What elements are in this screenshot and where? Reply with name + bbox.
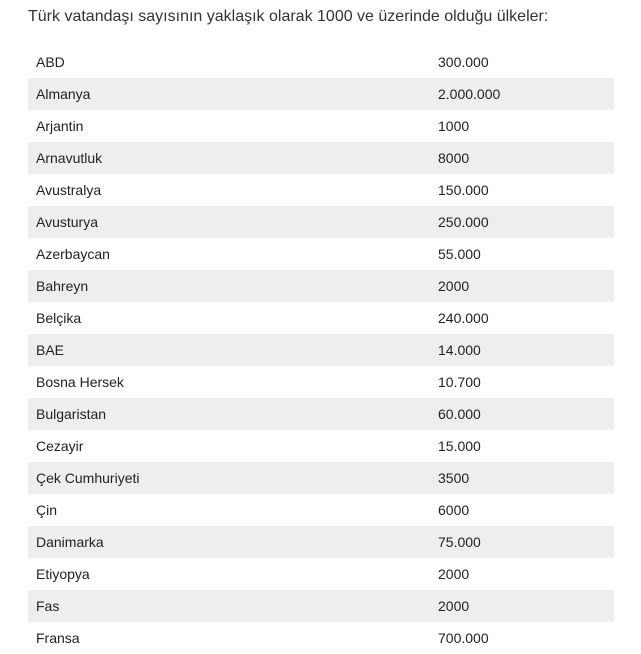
table-row: [28, 558, 614, 590]
table-row: [28, 270, 614, 302]
table-row: [28, 494, 614, 526]
table-row: [28, 142, 614, 174]
country-name-cell: ABD: [36, 54, 65, 70]
intro-text: Türk vatandaşı sayısının yaklaşık olarak 1000 ve üzerinde olduğu ülkeler:: [28, 8, 549, 25]
citizen-count-cell: 6000: [438, 502, 470, 518]
citizen-count-cell: 2.000.000: [438, 78, 614, 110]
table-row: [28, 622, 614, 654]
citizen-count-cell: 8000: [438, 142, 614, 174]
citizen-count-cell: 15.000: [438, 438, 481, 454]
citizen-count-cell: 2000: [438, 590, 614, 622]
country-name-cell: Bosna Hersek: [36, 374, 124, 390]
citizen-count-cell: 75.000: [438, 526, 614, 558]
table-row: [28, 238, 614, 270]
country-name-cell: Cezayir: [36, 438, 84, 454]
citizen-count-cell: 1000: [438, 118, 470, 134]
country-name-cell: Bahreyn: [28, 270, 438, 302]
table-row: [28, 430, 614, 462]
country-name-cell: Danimarka: [28, 526, 438, 558]
citizen-count-cell: 300.000: [438, 54, 489, 70]
country-name-cell: Çin: [36, 502, 58, 518]
table-row: [28, 462, 614, 494]
country-name-cell: Arjantin: [36, 118, 84, 134]
citizen-count-cell: 240.000: [438, 310, 489, 326]
country-name-cell: Fransa: [36, 630, 80, 646]
citizen-count-cell: 3500: [438, 462, 614, 494]
citizen-count-cell: 700.000: [438, 630, 489, 646]
table-row: [28, 366, 614, 398]
country-name-cell: Arnavutluk: [28, 142, 438, 174]
table-row: [28, 46, 614, 78]
citizen-count-cell: 55.000: [438, 246, 481, 262]
table-row: [28, 590, 614, 622]
citizen-count-cell: 150.000: [438, 182, 489, 198]
table-row: [28, 174, 614, 206]
table-body: [28, 46, 614, 654]
table-row: [28, 302, 614, 334]
country-population-table: [28, 46, 614, 654]
country-name-cell: Fas: [28, 590, 438, 622]
country-name-cell: Belçika: [36, 310, 82, 326]
country-name-cell: Bulgaristan: [28, 398, 438, 430]
country-name-cell: Avustralya: [36, 182, 102, 198]
country-name-cell: Etiyopya: [36, 566, 90, 582]
table-row: [28, 334, 614, 366]
country-name-cell: Azerbaycan: [36, 246, 110, 262]
table-row: [28, 110, 614, 142]
citizen-count-cell: 2000: [438, 270, 614, 302]
table-row: [28, 526, 614, 558]
citizen-count-cell: 250.000: [438, 206, 614, 238]
table-row: [28, 78, 614, 110]
country-name-cell: BAE: [28, 334, 438, 366]
country-name-cell: Avusturya: [28, 206, 438, 238]
citizen-count-cell: 60.000: [438, 398, 614, 430]
citizen-count-cell: 14.000: [438, 334, 614, 366]
citizen-count-cell: 10.700: [438, 374, 481, 390]
country-table-container: [28, 46, 614, 654]
table-row: [28, 398, 614, 430]
country-name-cell: Almanya: [28, 78, 438, 110]
table-row: [28, 206, 614, 238]
country-name-cell: Çek Cumhuriyeti: [28, 462, 438, 494]
citizen-count-cell: 2000: [438, 566, 470, 582]
